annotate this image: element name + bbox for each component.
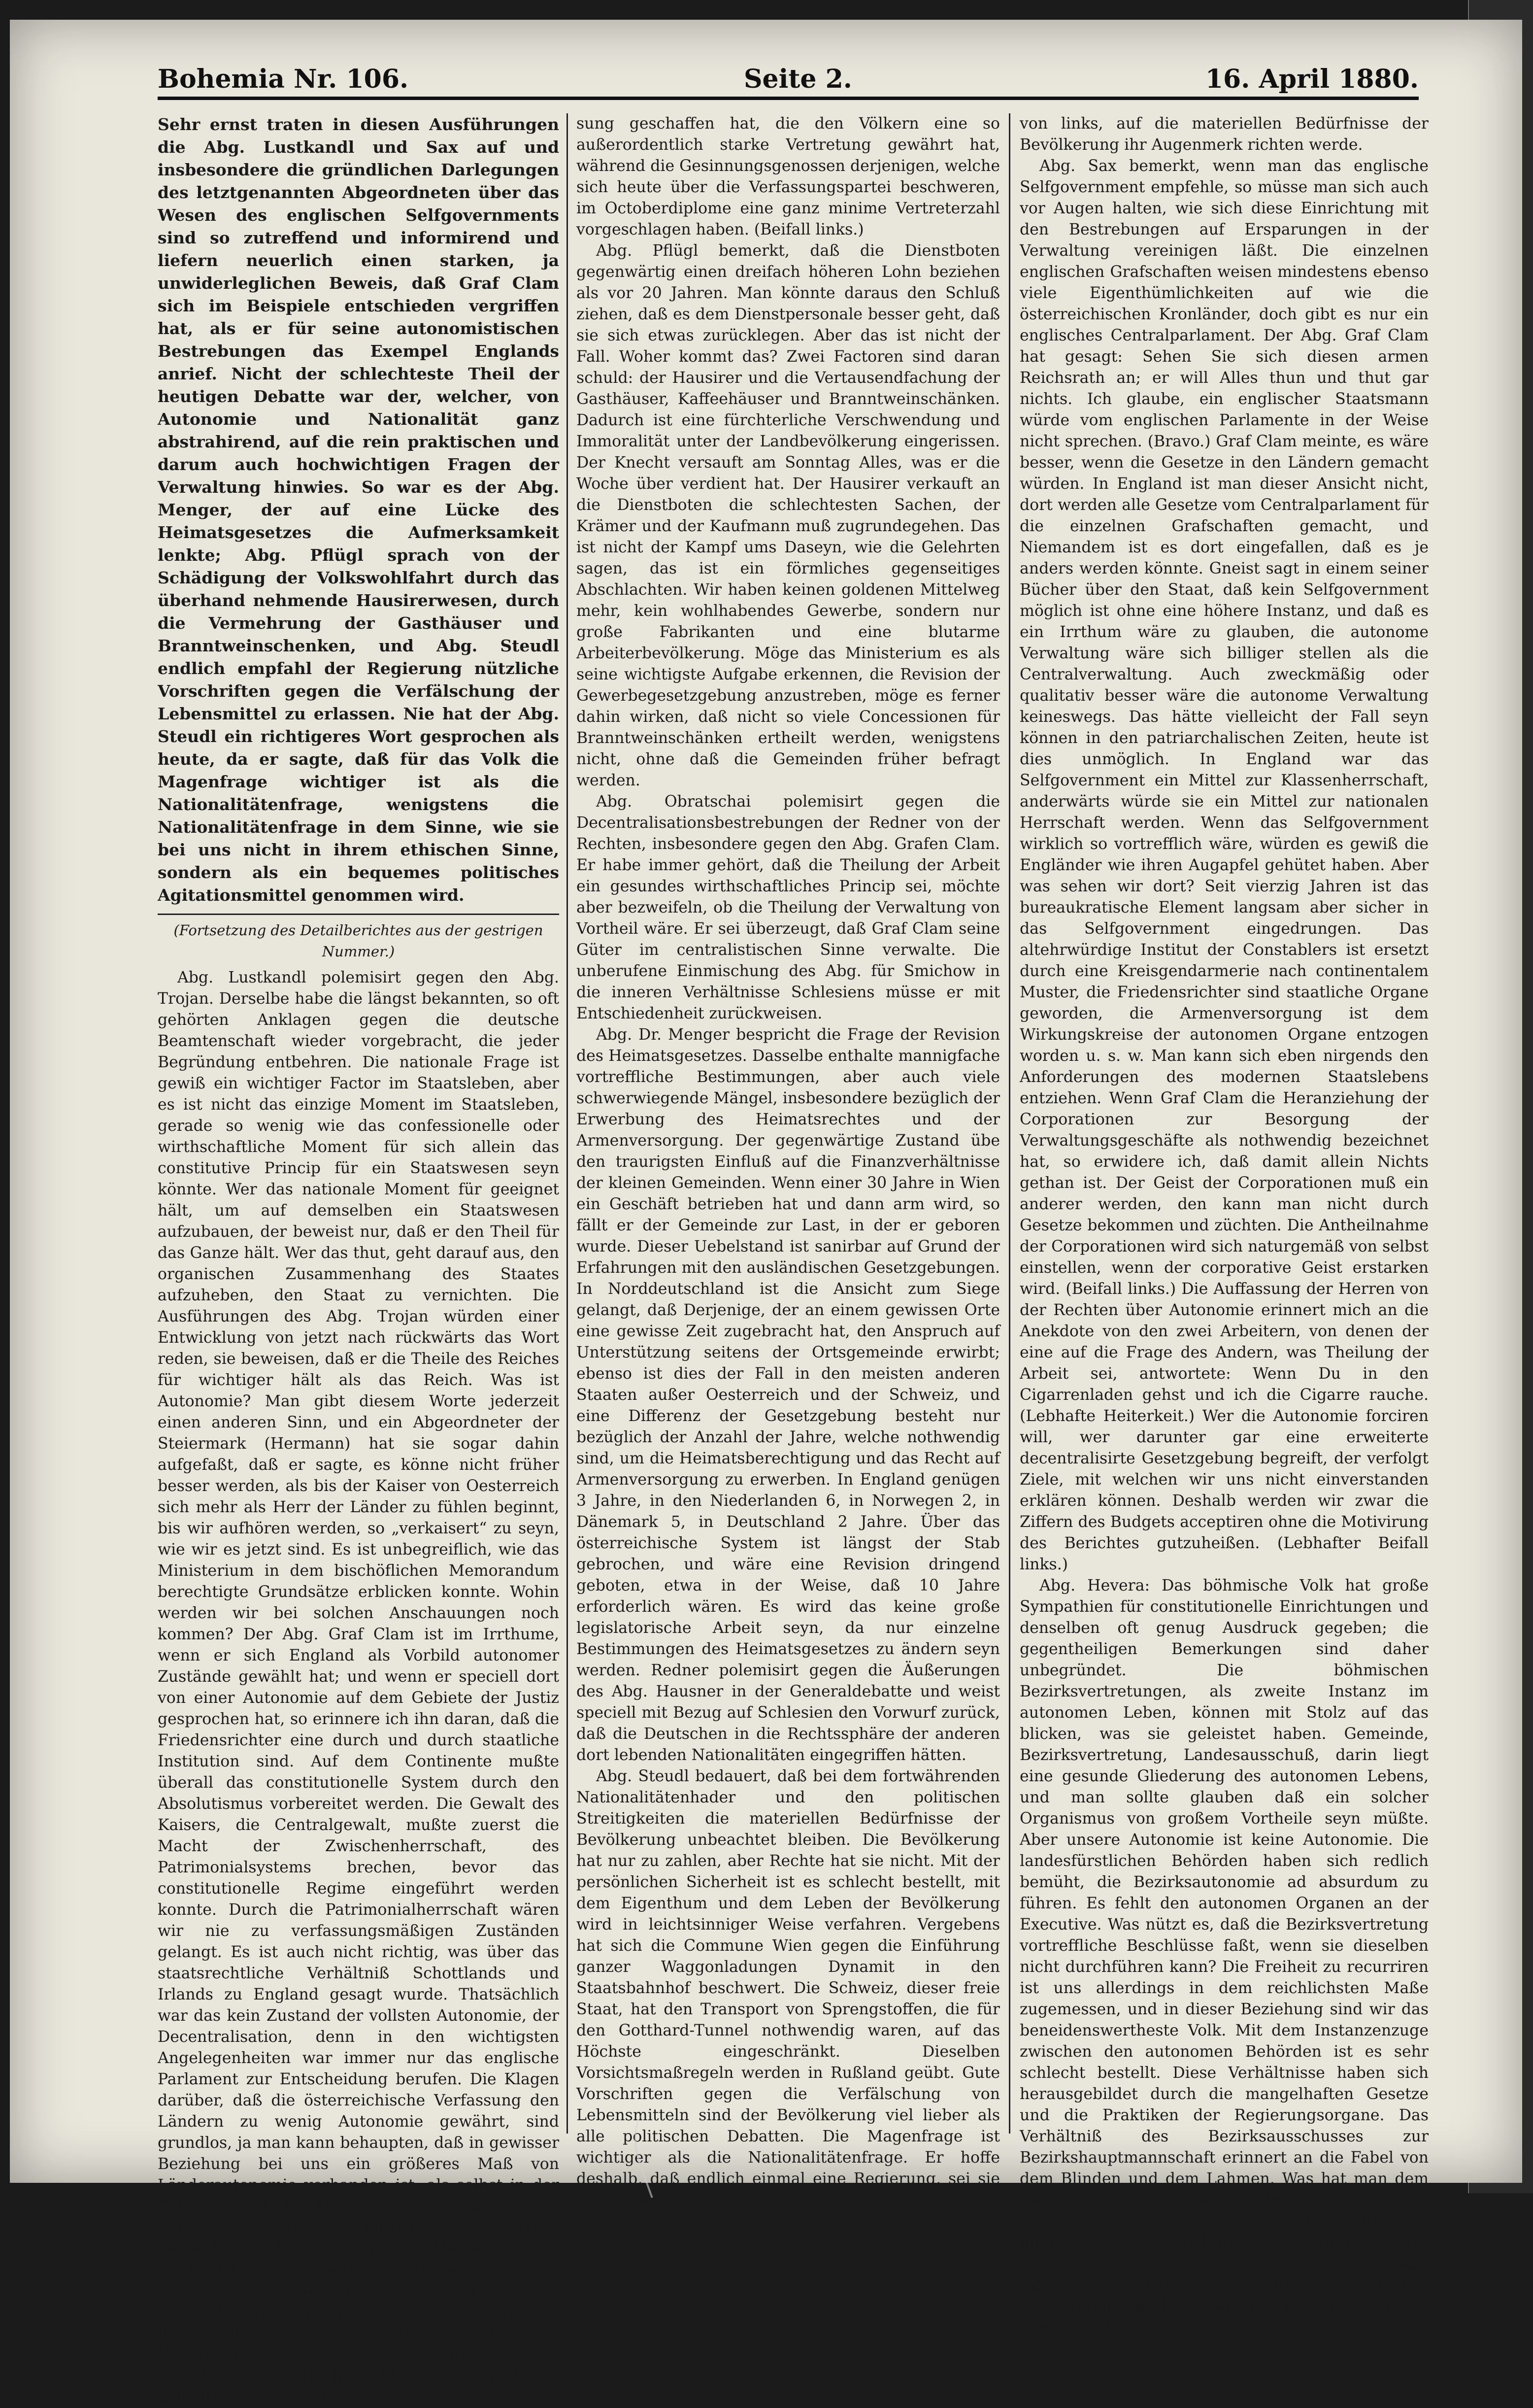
issue-date: 16. April 1880.: [1205, 64, 1419, 94]
header-rule: [158, 97, 1419, 100]
column-3: [1020, 113, 1429, 2336]
column-2: [576, 113, 1000, 2209]
article-paragraph: Abg. Steudl bedauert, daß bei dem fortwährenden Nationalitätenhader und den politischen Streitigkeiten die materiellen Bedürfnisse der Bevölkerung unbeachtet bleiben. Die Bevölkerung hat nur zu zahlen, aber Rechte hat sie nicht. Mit der persönlichen Sicherheit ist es schlecht bestellt, mit dem Eigenthum und dem Leben der Bevölkerung wird in leichtsinniger Weise verfahren. Vergebens hat sich die Commune Wien gegen die Einführung ganzer Waggonladungen Dynamit in den Staatsbahnhof beschwert. Die Schweiz, dieser freie Staat, hat den Transport von Sprengstoffen, die für den Gotthard-Tunnel nothwendig waren, auf das Höchste eingeschränkt. Dieselben Vorsichtsmaßregeln werden in Rußland geübt. Gute Vorschriften gegen die Verfälschung von Lebensmitteln sind der Bevölkerung viel lieber als alle politischen Debatten. Die Magenfrage ist wichtiger als die Nationalitätenfrage. Er hoffe deshalb, daß endlich einmal eine Regierung, sei sie von rechts oder: [576, 1767, 1000, 2209]
article-paragraph: Abg. Lustkandl polemisirt gegen den Abg. Trojan. Derselbe habe die längst bekannten, so oft gehörten Anklagen gegen die deutsche Beamtenschaft wieder vorgebracht, die jeder Begründung entbehren. Die nationale Frage ist gewiß ein wichtiger Factor im Staatsleben, aber es ist nicht das einzige Moment im Staatsleben, gerade so wenig wie das confessionelle oder wirthschaftliche Moment für sich allein das constitutive Princip für ein Staatswesen seyn könnte. Wer das nationale Moment für geeignet hält, um auf demselben ein Staatswesen aufzubauen, der beweist nur, daß er den Theil für das Ganze hält. Wer das thut, geht darauf aus, den organischen Zusammenhang des Staates aufzuheben, den Staat zu vernichten. Die Ausführungen des Abg. Trojan würden einer Entwicklung von jetzt nach rückwärts das Wort reden, sie beweisen, daß er die Theile des Reiches für wichtiger hält als das Reich. Was ist Autonomie? Man gibt diesem Worte jederzeit einen anderen Sinn, und ein Abgeordneter der Steiermark (Hermann) hat sie sogar dahin aufgefaßt, daß er sagte, es könne nicht früher besser werden, als bis der Kaiser von Oesterreich sich mehr als Herr der Länder zu fühlen beginnt, bis wir aufhören werden, so „verkaisert“ zu seyn, wie wir es jetzt sind. Es ist unbegreiflich, wie das Ministerium in dem bischöflichen Memorandum berechtigte Grundsätze erblicken konnte. Wohin werden wir bei solchen Anschauungen noch kommen? Der Abg. Graf Clam ist im Irrthume, wenn er sich England als Vorbild autonomer Zustände gewählt hat; und wenn er speciell dort von einer Autonomie auf dem Gebiete der Justiz gesprochen hat, so erinnere ich ihn daran, daß die Friedensrichter eine durch und durch staatliche Institution sind. Auf dem Continente mußte überall das constitutionelle System durch den Absolutismus vorbereitet werden. Die Gewalt des Kaisers, die Centralgewalt, mußte zuerst die Macht der Zwischenherrschaft, des Patrimonialsystems brechen, bevor das constitutionelle Regime eingeführt werden konnte. Durch die Patrimonialherrschaft wären wir nie zu verfassungsmäßigen Zuständen gelangt. Es ist auch nicht richtig, was über das staatsrechtliche Verhältniß Schottlands und Irlands zu England gesagt wurde. Thatsächlich war das kein Zustand der vollsten Autonomie, der Decentralisation, denn in den wichtigsten Angelegenheiten war immer nur das englische Parlament zur Entscheidung berufen. Die Klagen darüber, daß die österreichische Verfassung den Ländern zu wenig Autonomie gewährt, sind grundlos, ja man kann behaupten, daß in gewisser Beziehung bei uns ein größeres Maß von Länderautonomie vorhanden ist, als selbst in der Schweiz und in Amerika. Dort erwirbt man beispielsweise die Staatsbürgerschaft nur durch einen Eid, welcher der ganzen Union geleistet wird, und es wäre sehr zu wünschen, wenn bei uns ein ebenso entwickeltes Staatsgefühl vorhanden wäre, wie in Amerika. Redner leugnet, daß es die Verfassungspartei war, welche die Verfeindung der Nationen stets gefördert habe; das kann man doch nicht von einer Partei behaupten, welche die Verfas-: [158, 969, 559, 2406]
lead-paragraph: Sehr ernst traten in diesen Ausführungen die Abg. Lustkandl und Sax auf und insbesondere die gründlichen Darlegungen des letztgenannten Abgeordneten über das Wesen des englischen Selfgovernments sind so zutreffend und informirend und liefern neuerlich einen starken, ja unwiderleglichen Beweis, daß Graf Clam sich im Beispiele entschieden vergriffen hat, als er für seine autonomistischen Bestrebungen das Exempel Englands anrief. Nicht der schlechteste Theil der heutigen Debatte war der, welcher, von Autonomie und Nationalität ganz abstrahirend, auf die rein praktischen und darum auch hochwichtigen Fragen der Verwaltung hinwies. So war es der Abg. Menger, der auf eine Lücke des Heimatsgesetzes die Aufmerksamkeit lenkte; Abg. Pflügl sprach von der Schädigung der Volkswohlfahrt durch das überhand nehmende Hausirerwesen, durch die Vermehrung der Gasthäuser und Branntweinschenken, und Abg. Steudl endlich empfahl der Regierung nützliche Vorschriften gegen die Verfälschung der Lebensmittel zu erlassen. Nie hat der Abg. Steudl ein richtigeres Wort gesprochen als heute, da er sagte, daß für das Volk die Magenfrage wichtiger ist als die Nationalitätenfrage, wenigstens die Nationalitätenfrage in dem Sinne, wie sie bei uns nicht in ihrem ethischen Sinne, sondern als ein bequemes politisches Agitationsmittel genommen wird.: [158, 115, 559, 905]
article-paragraph: Abg. Obratschai polemisirt gegen die Decentralisationsbestrebungen der Redner von der Rechten, insbesondere gegen den Abg. Grafen Clam. Er habe immer gehört, daß die Theilung der Arbeit ein gesundes wirthschaftliches Princip sei, möchte aber bezweifeln, ob die Theilung der Verwaltung von Vortheil wäre. Er sei überzeugt, daß Graf Clam seine Güter im centralistischen Sinne verwalte. Die unberufene Einmischung des Abg. für Smichow in die inneren Verhältnisse Schlesiens müsse er mit Entschiedenheit zurückweisen.: [576, 793, 1000, 1022]
page-number: Seite 2.: [744, 64, 852, 94]
continuation-note: (Fortsetzung des Detailberichtes aus der gestrigen Nummer.): [173, 922, 543, 960]
column-1: [158, 113, 559, 2406]
article-paragraph: von links, auf die materiellen Bedürfnisse der Bevölkerung ihr Augenmerk richten werde.: [1020, 115, 1429, 154]
masthead-issue: Bohemia Nr. 106.: [158, 64, 409, 94]
article-paragraph: Abg. Pflügl bemerkt, daß die Dienstboten gegenwärtig einen dreifach höheren Lohn beziehen als vor 20 Jahren. Man könnte daraus den Schluß ziehen, daß es dem Dienstpersonale besser geht, daß sie sich etwas zurücklegen. Aber das ist nicht der Fall. Woher kommt das? Zwei Factoren sind daran schuld: der Hausirer und die Vertausendfachung der Gasthäuser, Kaffeehäuser und Branntweinschänken. Dadurch ist eine fürchterliche Verschwendung und Immoralität unter der Landbevölkerung eingerissen. Der Knecht versauft am Sonntag Alles, was er die Woche über verdient hat. Der Hausirer verkauft an die Dienstboten die schlechtesten Sachen, der Krämer und der Kaufmann muß zugrundegehen. Das ist nicht der Kampf ums Daseyn, wie die Gelehrten sagen, das ist ein förmliches gegenseitiges Abschlachten. Wir haben keinen goldenen Mittelweg mehr, kein wohlhabendes Gewerbe, sondern nur große Fabrikanten und eine blutarme Arbeiterbevölkerung. Möge das Ministerium es als seine wichtigste Aufgabe erkennen, die Revision der Gewerbegesetzgebung anzustreben, möge es ferner dahin wirken, daß nicht so viele Concessionen für Branntweinschänken ertheilt werden, wenigstens nicht, ohne daß die Gemeinden früher befragt werden.: [576, 242, 1000, 789]
article-paragraph: Abg. Hevera: Das böhmische Volk hat große Sympathien für constitutionelle Einrichtungen und denselben oft genug Ausdruck gegeben; die gegentheiligen Bemerkungen sind daher unbegründet. Die böhmischen Bezirksvertretungen, als zweite Instanz im autonomen Leben, können mit Stolz auf das blicken, was sie geleistet haben. Gemeinde, Bezirksvertretung, Landesausschuß, darin liegt eine gesunde Gliederung des autonomen Lebens, und man sollte glauben daß ein solcher Organismus von großem Vortheile seyn müßte. Aber unsere Autonomie ist keine Autonomie. Die landesfürstlichen Behörden haben sich redlich bemüht, die Bezirksautonomie ad absurdum zu führen. Es fehlt den autonomen Organen an der Executive. Was nützt es, daß die Bezirksvertretung vortreffliche Beschlüsse faßt, wenn sie dieselben nicht durchführen kann? Die Freiheit zu recurriren ist uns allerdings in dem reichlichsten Maße zugemessen, und in dieser Beziehung sind wir das beneidenswertheste Volk. Mit dem Instanzenzuge zwischen den autonomen Behörden ist es sehr schlecht bestellt. Diese Verhältnisse haben sich herausgebildet durch die mangelhaften Gesetze und die Praktiken der Regierungsorgane. Das Verhältniß des Bezirksausschusses zur Bezirkshauptmannschaft erinnert an die Fabel von dem Blinden und dem Lahmen. Was hat man dem an der autonomen Wirksamkeit der Gemeindevorsteher auszusetzen? Man sollte doch über diese wichtigsten Organe der Gemeindeautonomie nicht immer wohlfeile Witze machen; es wird auch anderwärts mit der Orthographie und Grammatik nicht immer Ernst gemacht. Haben die: [1020, 1577, 1429, 2336]
article-paragraph: sung geschaffen hat, die den Völkern eine so außerordentlich starke Vertretung gewährt hat, während die Gesinnungsgenossen derjenigen, welche sich heute über die Verfassungspartei beschweren, im Octoberdiplome eine ganz minime Vertreterzahl vorgeschlagen haben. (Beifall links.): [576, 115, 1000, 238]
column-divider: [1009, 113, 1010, 2134]
article-paragraph: Abg. Dr. Menger bespricht die Frage der Revision des Heimatsgesetzes. Dasselbe enthalte mannigfache vortreffliche Bestimmungen, aber auch viele schwerwiegende Mängel, insbesondere bezüglich der Erwerbung des Heimatsrechtes und der Armenversorgung. Der gegenwärtige Zustand übe den traurigsten Einfluß auf die Finanzverhältnisse der kleinen Gemeinden. Wenn einer 30 Jahre in Wien ein Geschäft betrieben hat und dann arm wird, so fällt er der Gemeinde zur Last, in der er geboren wurde. Dieser Uebelstand ist sanirbar auf Grund der Erfahrungen mit den ausländischen Gesetzgebungen. In Norddeutschland ist die Ansicht zum Siege gelangt, daß Derjenige, der an einem gewissen Orte eine gewisse Zeit zugebracht hat, den Anspruch auf Unterstützung seitens der Ortsgemeinde erwirbt; ebenso ist dies der Fall in den meisten anderen Staaten außer Oesterreich und der Schweiz, und eine Differenz der Gesetzgebung besteht nur bezüglich der Anzahl der Jahre, welche nothwendig sind, um die Heimatsberechtigung und das Recht auf Armenversorgung zu erwerben. In England genügen 3 Jahre, in den Niederlanden 6, in Norwegen 2, in Dänemark 5, in Deutschland 2 Jahre. Über das österreichische System ist längst der Stab gebrochen, und wäre eine Revision dringend geboten, etwa in der Weise, daß 10 Jahre erforderlich wären. Es wird das keine große legislatorische Arbeit seyn, da nur einzelne Bestimmungen des Heimatsgesetzes zu ändern seyn werden. Redner polemisirt gegen die Äußerungen des Abg. Hausner in der Generaldebatte und weist speciell mit Bezug auf Schlesien den Vorwurf zurück, daß die Deutschen in die Rechtssphäre der anderen dort lebenden Nationalitäten eingegriffen hätten.: [576, 1026, 1000, 1764]
page-header: [158, 59, 1419, 99]
article-paragraph: Abg. Sax bemerkt, wenn man das englische Selfgovernment empfehle, so müsse man sich auch vor Augen halten, wie sich diese Einrichtung mit den Bestrebungen auf Ersparungen in der Verwaltung vereinigen läßt. Die einzelnen englischen Grafschaften weisen mindestens ebenso viele Eigenthümlichkeiten auf wie die österreichischen Kronländer, doch gibt es nur ein englisches Centralparlament. Der Abg. Graf Clam hat gesagt: Sehen Sie sich diesen armen Reichsrath an; er will Alles thun und thut gar nichts. Ich glaube, ein englischer Staatsmann würde vom englischen Parlamente in der Weise nicht sprechen. (Bravo.) Graf Clam meinte, es wäre besser, wenn die Gesetze in den Ländern gemacht würden. In England ist man dieser Ansicht nicht, dort werden alle Gesetze vom Centralparlament für die einzelnen Grafschaften gemacht, und Niemandem ist es dort eingefallen, daß es je anders werden könnte. Gneist sagt in einem seiner Bücher über den Staat, daß kein Selfgovernment möglich ist ohne eine höhere Instanz, und daß es ein Irrthum wäre zu glauben, die autonome Verwaltung wäre sich billiger stellen als die Centralverwaltung. Auch zweckmäßig oder qualitativ besser wäre die autonome Verwaltung keineswegs. Das hätte vielleicht der Fall seyn können in den patriarchalischen Zeiten, heute ist dies unmöglich. In England war das Selfgovernment ein Mittel zur Klassenherrschaft, anderwärts würde sie ein Mittel zur nationalen Herrschaft werden. Wenn das Selfgovernment wirklich so vortrefflich wäre, würden es gewiß die Engländer wie ihren Augapfel gehütet haben. Aber was sehen wir dort? Seit vierzig Jahren ist das bureaukratische Element langsam aber sicher in das Selfgovernment eingedrungen. Das altehrwürdige Institut der Constablers ist ersetzt durch eine Kreisgendarmerie nach continentalem Muster, die Friedensrichter sind staatliche Organe geworden, die Armenversorgung ist dem Wirkungskreise der autonomen Organe entzogen worden u. s. w. Man kann sich eben nirgends den Anforderungen des modernen Staatslebens entziehen. Wenn Graf Clam die Heranziehung der Corporationen zur Besorgung der Verwaltungsgeschäfte als nothwendig bezeichnet hat, so erwidere ich, daß damit allein Nichts gethan ist. Der Geist der Corporationen muß ein anderer werden, den kann man nicht durch Gesetze bekommen und züchten. Die Antheilnahme der Corporationen wird sich naturgemäß von selbst einstellen, wenn der corporative Geist erstarken wird. (Beifall links.) Die Auffassung der Herren von der Rechten über Autonomie erinnert mich an die Anekdote von den zwei Arbeitern, von denen der eine auf die Frage des Andern, was Theilung der Arbeit sei, antwortete: Wenn Du in den Cigarrenladen gehst und ich die Cigarre rauche. (Lebhafte Heiterkeit.) Wer die Autonomie forciren will, wer darunter gar eine erweiterte decentralisirte Gesetzgebung begreift, der verfolgt Ziele, mit welchen wir uns nicht einverstanden erklären können. Deshalb werden wir zwar die Ziffern des Budgets acceptiren ohne die Motivirung des Berichtes gutzuheißen. (Lebhafter Beifall links.): [1020, 157, 1429, 1573]
column-divider: [567, 113, 568, 2134]
section-divider: [158, 914, 559, 915]
